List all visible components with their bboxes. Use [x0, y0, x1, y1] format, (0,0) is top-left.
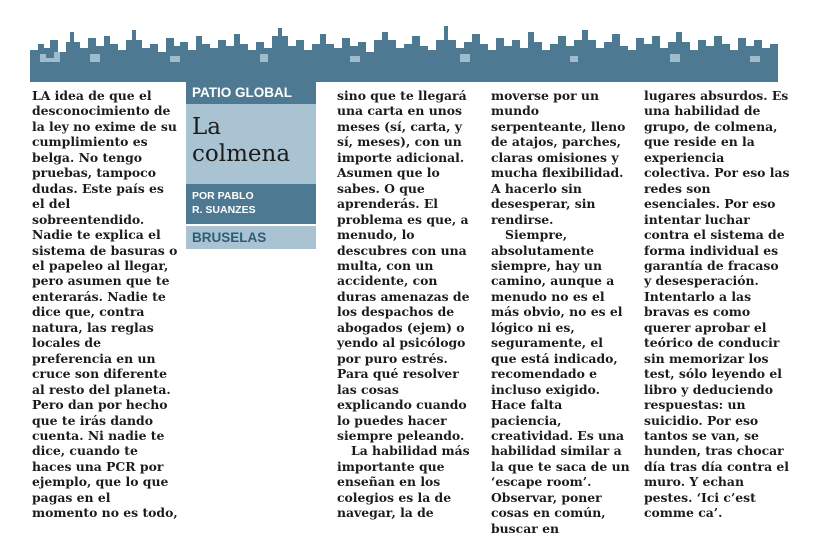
text-column-2 — [337, 88, 477, 521]
paragraph: sino que te llegará una carta en unos meses (sí, carta, y sí, meses), con un importe adicional. Asumen que lo sabes. O que aprenderás. El problema es que, a menudo, lo descubres con una multa, con un accidente, con duras amenazas de los despachos de abogados (ejem) o yendo al psicólogo por puro estrés. Para qué resolver las cosas explicando cuando lo puedes hacer siempre peleando. — [337, 88, 470, 443]
article-header-box — [186, 80, 316, 249]
paragraph: Siempre, absolutamente siempre, hay un camino, aunque a menudo no es el más obvio, no es el lógico ni es, seguramente, el que está indicado, recomendado e incluso exigido. Hace falta paciencia, creatividad. Es una habilidad similar a la que te saca de un ‘escape room’. Observar, poner cosas en común, buscar en — [491, 227, 630, 536]
paragraph: moverse por un mundo serpenteante, lleno de atajos, parches, claras omisiones y mucha flexibilidad. A hacerlo sin desesperar, sin rendirse. — [491, 88, 626, 227]
section-label: PATIO GLOBAL — [186, 82, 316, 104]
paragraph: lugares absurdos. Es una habilidad de grupo, de colmena, que reside en la experiencia colectiva. Por eso las redes son esenciales. Por eso intentar luchar contra el sistema de forma individual es garantía de fracaso y desesperación. Intentarlo a las bravas es como querer aprobar el teórico de conducir sin memorizar los test, sólo leyendo el libro y deduciendo respuestas: un suicidio. Por eso tantos se van, se hunden, tras chocar día tras día contra el muro. Y echan pestes. ‘Ici c’est comme ca’. — [644, 88, 790, 521]
dateline-city: BRUSELAS — [186, 226, 316, 249]
text-column-3 — [491, 88, 631, 536]
article-title-line-2: colmena — [192, 141, 291, 167]
text-column-4 — [644, 88, 790, 521]
paragraph: LA idea de que el desconocimiento de la ley no exime de su cumplimiento es belga. No tengo pruebas, tampoco dudas. Este país es el del sobreentendido. Nadie te explica el sistema de basuras o el papeleo al llegar, pero asumen que te enterarás. Nadie te dice que, contra natura, las reglas locales de preferencia en un cruce son diferente al resto del planeta. Pero dan por hecho que te irás dando cuenta. Ni nadie te dice, cuando te haces una PCR por ejemplo, que lo que pagas en el momento no es todo, — [32, 88, 178, 521]
author-line-1: POR PABLO — [192, 190, 254, 202]
author-line-2: R. SUANZES — [192, 204, 256, 216]
text-column-1 — [32, 88, 178, 521]
author-byline — [186, 184, 316, 224]
article-title — [186, 104, 316, 184]
paragraph: La habilidad más importante que enseñan en los colegios es la de navegar, la de — [337, 443, 470, 521]
city-skyline-banner — [30, 18, 778, 82]
article-title-line-1: La — [192, 114, 221, 140]
